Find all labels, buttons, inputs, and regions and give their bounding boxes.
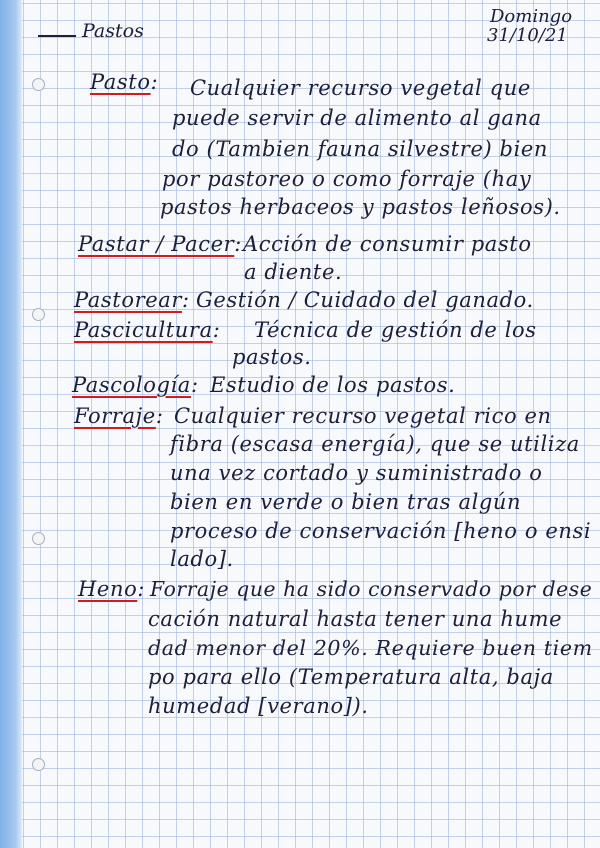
definition-line: Estudio de los pastos. xyxy=(210,373,456,397)
entry-pastorear xyxy=(74,288,190,312)
definition-line: cación natural hasta tener una hume xyxy=(148,607,563,631)
definition-line: dad menor del 20%. Requiere buen tiem xyxy=(148,636,593,660)
entry-pastar xyxy=(78,232,242,256)
entry-pasto xyxy=(90,70,158,94)
definition-line: do (Tambien fauna silvestre) bien xyxy=(172,137,549,161)
term-separator: : xyxy=(190,373,199,397)
term-separator: : xyxy=(212,318,221,342)
entry-pascicultura xyxy=(74,318,220,342)
definition-line: fibra (escasa energía), que se utiliza xyxy=(170,432,580,456)
term-label: Pastar / Pacer xyxy=(78,232,235,256)
definition-line: Técnica de gestión de los xyxy=(254,318,537,342)
definition-line: una vez cortado y suministrado o xyxy=(170,461,543,485)
definition-line: Forraje que ha sido conservado por dese xyxy=(150,577,593,601)
term-label: Pastorear xyxy=(74,288,182,312)
definition-line: Acción de consumir pasto xyxy=(243,232,532,256)
definition-line: lado]. xyxy=(170,547,234,571)
entry-forraje xyxy=(74,404,164,428)
definition-line: pastos herbaceos y pastos leñosos). xyxy=(160,195,561,219)
entry-pascologia xyxy=(72,373,199,397)
binder-hole-icon xyxy=(32,532,45,545)
term-separator: : xyxy=(234,232,242,256)
definition-line: Cualquier recurso vegetal que xyxy=(190,76,531,100)
term-label: Heno xyxy=(78,577,138,601)
definition-line: humedad [verano]). xyxy=(148,694,369,718)
definition-line: Gestión / Cuidado del ganado. xyxy=(196,288,534,312)
page-margin-strip xyxy=(0,0,22,848)
binder-hole-icon xyxy=(32,78,45,91)
definition-line: Cualquier recurso vegetal rico en xyxy=(174,404,552,428)
header-rule xyxy=(38,35,76,37)
term-label: Pascología xyxy=(72,373,191,397)
page-topic: Pastos xyxy=(82,20,144,42)
binder-hole-icon xyxy=(32,758,45,771)
term-label: Pascicultura xyxy=(74,318,213,342)
definition-line: bien en verde o bien tras algún xyxy=(170,490,522,514)
definition-line: proceso de conservación [heno o ensi xyxy=(170,519,592,543)
term-separator: : xyxy=(182,288,190,312)
definition-line: pastos. xyxy=(232,345,312,369)
term-label: Pasto xyxy=(90,70,151,94)
definition-line: por pastoreo o como forraje (hay xyxy=(162,167,532,191)
header-date: 31/10/21 xyxy=(487,25,568,46)
entry-heno xyxy=(78,577,145,601)
term-label: Forraje xyxy=(74,404,156,428)
term-separator: : xyxy=(150,70,159,94)
term-separator: : xyxy=(137,577,145,601)
term-separator: : xyxy=(155,404,164,428)
definition-line: puede servir de alimento al gana xyxy=(172,106,542,130)
binder-hole-icon xyxy=(32,308,45,321)
definition-line: po para ello (Temperatura alta, baja xyxy=(148,665,554,689)
definition-line: a diente. xyxy=(244,260,343,284)
header-weekday: Domingo xyxy=(490,6,573,27)
